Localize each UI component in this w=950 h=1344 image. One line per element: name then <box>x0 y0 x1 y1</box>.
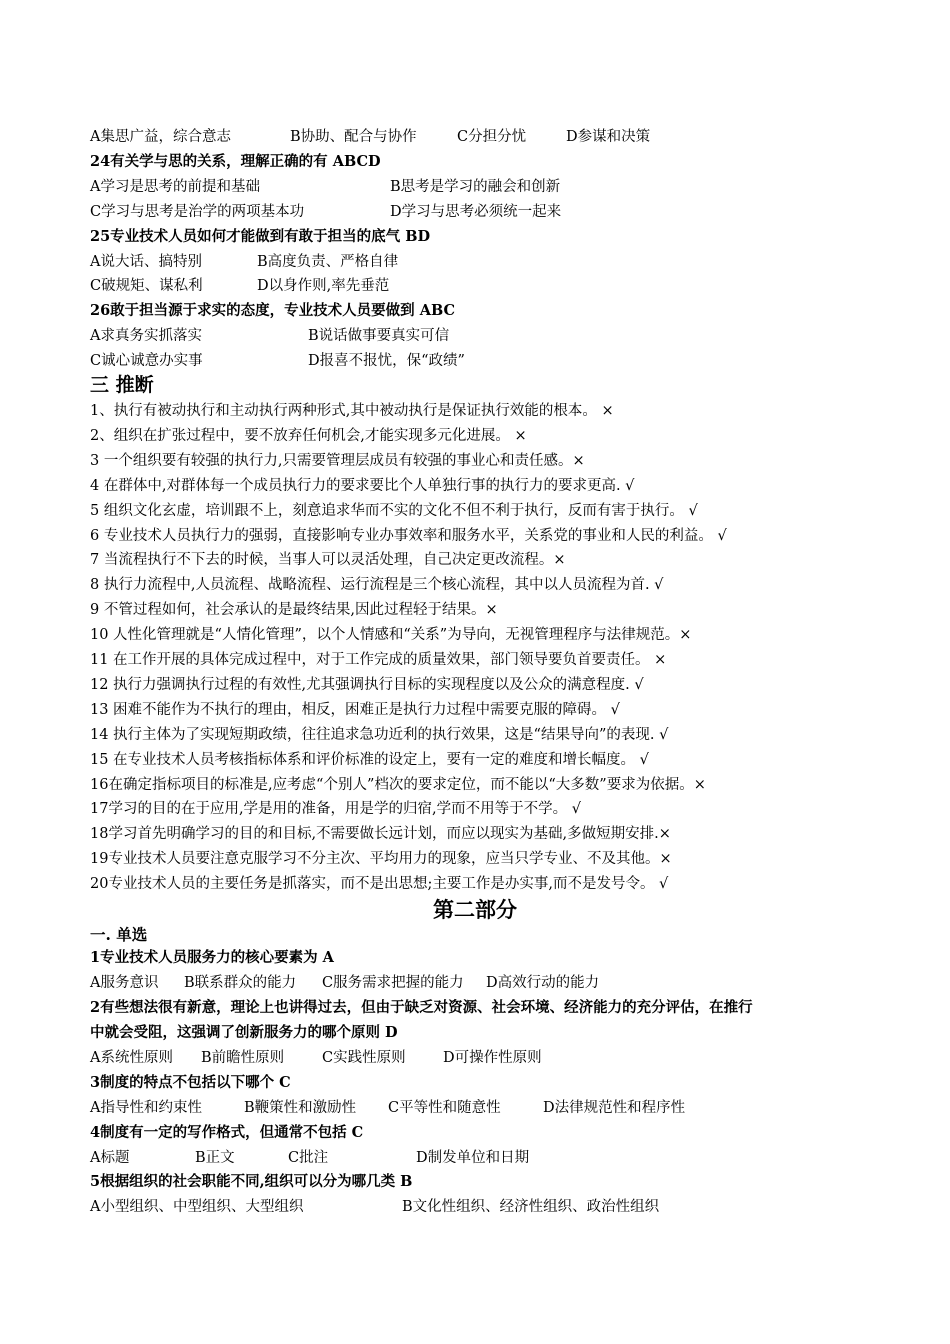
judgment-item: 4 在群体中,对群体每一个成员执行力的要求要比个人单独行事的执行力的要求更高. √ <box>90 477 635 494</box>
option-d: D学习与思考必须统一起来 <box>390 204 562 220</box>
judgment-item: 10 人性化管理就是“人情化管理”，以个人情感和“关系”为导向，无视管理程序与法律规范。× <box>90 627 692 644</box>
judgment-item: 11 在工作开展的具体完成过程中，对于工作完成的质量效果，部门领导要负首要责任。 × <box>90 652 667 668</box>
judgment-item: 2、组织在扩张过程中，要不放弃任何机会,才能实现多元化进展。 × <box>90 427 527 444</box>
option-b: B协助、配合与协作 <box>290 129 417 145</box>
option-d: D法律规范性和程序性 <box>543 1100 686 1116</box>
option-a: A小型组织、中型组织、大型组织 <box>90 1199 304 1215</box>
judgment-item: 3 一个组织要有较强的执行力,只需要管理层成员有较强的事业心和责任感。× <box>90 452 585 469</box>
option-a: A服务意识 <box>90 975 159 991</box>
question-1: 1专业技术人员服务力的核心要素为 A <box>90 949 334 966</box>
option-c: C服务需求把握的能力 <box>322 975 464 991</box>
option-a: A指导性和约束性 <box>90 1100 202 1116</box>
option-b: B鞭策性和激励性 <box>244 1100 357 1116</box>
option-b: B文化性组织、经济性组织、政治性组织 <box>402 1199 660 1215</box>
question-25: 25专业技术人员如何才能做到有敢于担当的底气 BD <box>90 228 431 245</box>
part-title: 第二部分 <box>433 897 517 922</box>
question-26: 26敢于担当源于求实的态度，专业技术人员要做到 ABC <box>90 302 456 319</box>
judgment-item: 19专业技术人员要注意克服学习不分主次、平均用力的现象，应当只学专业、不及其他。× <box>90 851 672 868</box>
judgment-item: 5 组织文化玄虚，培训跟不上，刻意追求华而不实的文化不但不利于执行，反而有害于执行。 √ <box>90 502 698 519</box>
option-c: C破规矩、谋私利 <box>90 278 203 294</box>
judgment-item: 13 困难不能作为不执行的理由，相反，困难正是执行力过程中需要克服的障碍。 √ <box>90 701 620 718</box>
option-b: B说话做事要真实可信 <box>308 328 450 344</box>
option-a: A标题 <box>90 1150 130 1166</box>
judgment-item: 18学习首先明确学习的目的和目标,不需要做长远计划，而应以现实为基础,多做短期安排.× <box>90 826 671 843</box>
option-d: D报喜不报忧，保“政绩” <box>308 353 465 369</box>
option-d: D高效行动的能力 <box>486 975 600 991</box>
option-c: C批注 <box>288 1150 329 1166</box>
question-2: 2有些想法很有新意，理论上也讲得过去，但由于缺乏对资源、社会环境、经济能力的充分评估，在推行 <box>90 999 753 1016</box>
option-d: D参谋和决策 <box>566 129 651 145</box>
judgment-item: 1、执行有被动执行和主动执行两种形式,其中被动执行是保证执行效能的根本。 × <box>90 403 614 419</box>
judgment-item: 16在确定指标项目的标准是,应考虑“个别人”档次的要求定位，而不能以“大多数”要求为依据。× <box>90 776 706 793</box>
option-a: A求真务实抓落实 <box>90 328 202 344</box>
judgment-item: 7 当流程执行不下去的时候，当事人可以灵活处理，自己决定更改流程。× <box>90 552 566 569</box>
section-heading: 三 推断 <box>90 374 154 396</box>
judgment-item: 15 在专业技术人员考核指标体系和评价标准的设定上，要有一定的难度和增长幅度。 √ <box>90 751 649 768</box>
option-b: B联系群众的能力 <box>184 975 297 991</box>
option-d: D制发单位和日期 <box>416 1150 530 1166</box>
question-2-cont: 中就会受阻，这强调了创新服务力的哪个原则 D <box>90 1024 398 1041</box>
judgment-item: 12 执行力强调执行过程的有效性,尤其强调执行目标的实现程度以及公众的满意程度. √ <box>90 676 644 693</box>
option-a: A系统性原则 <box>90 1050 173 1066</box>
option-c: C实践性原则 <box>322 1050 406 1066</box>
option-b: B思考是学习的融会和创新 <box>390 179 561 195</box>
judgment-item: 8 执行力流程中,人员流程、战略流程、运行流程是三个核心流程，其中以人员流程为首. √ <box>90 577 664 594</box>
option-c: C分担分忧 <box>457 129 527 145</box>
judgment-item: 9 不管过程如何，社会承认的是最终结果,因此过程轻于结果。× <box>90 602 498 619</box>
subsection-heading: 一. 单选 <box>90 925 148 944</box>
option-a: A学习是思考的前提和基础 <box>90 179 260 195</box>
option-a: A集思广益，综合意志 <box>90 129 231 145</box>
option-b: B高度负责、严格自律 <box>257 254 399 270</box>
question-3: 3制度的特点不包括以下哪个 C <box>90 1074 291 1091</box>
option-a: A说大话、搞特别 <box>90 254 202 270</box>
judgment-item: 20专业技术人员的主要任务是抓落实，而不是出思想;主要工作是办实事,而不是发号令。 √ <box>90 876 669 893</box>
option-d: D可操作性原则 <box>443 1050 542 1066</box>
option-c: C诚心诚意办实事 <box>90 353 203 369</box>
option-b: B前瞻性原则 <box>201 1050 285 1066</box>
option-b: B正文 <box>195 1150 235 1166</box>
option-d: D以身作则,率先垂范 <box>257 278 390 294</box>
option-c: C学习与思考是治学的两项基本功 <box>90 204 305 220</box>
judgment-item: 14 执行主体为了实现短期政绩，往往追求急功近利的执行效果，这是“结果导向”的表现. √ <box>90 726 669 743</box>
question-24: 24有关学与思的关系，理解正确的有 ABCD <box>90 153 381 170</box>
question-5: 5根据组织的社会职能不同,组织可以分为哪几类 B <box>90 1173 413 1190</box>
judgment-item: 17学习的目的在于应用,学是用的准备，用是学的归宿,学而不用等于不学。 √ <box>90 801 582 818</box>
option-c: C平等性和随意性 <box>388 1100 501 1116</box>
question-4: 4制度有一定的写作格式，但通常不包括 C <box>90 1124 364 1141</box>
judgment-item: 6 专业技术人员执行力的强弱，直接影响专业办事效率和服务水平，关系党的事业和人民的利益。 √ <box>90 527 727 544</box>
